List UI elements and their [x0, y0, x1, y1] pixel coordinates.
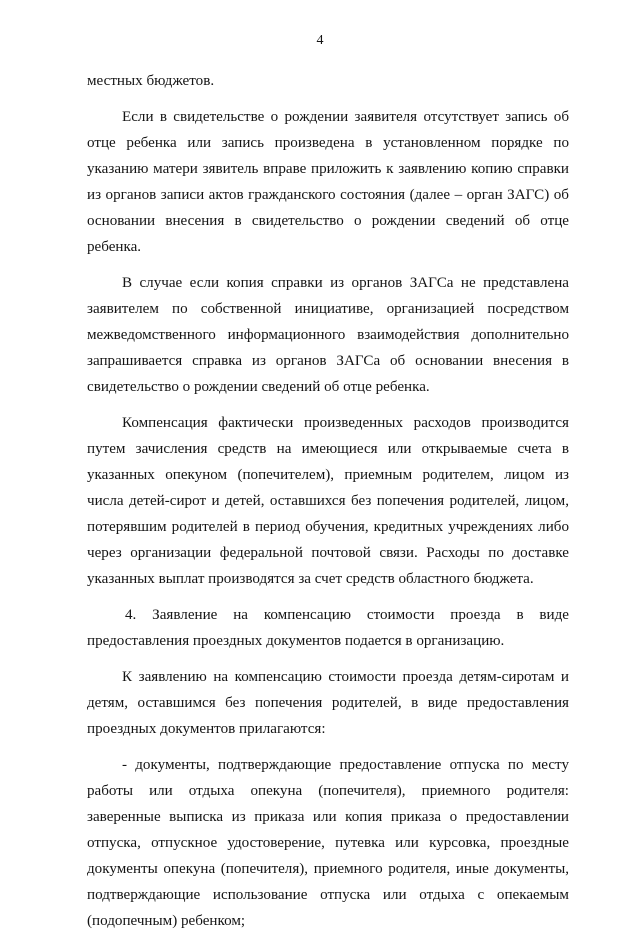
page-number: 4 [316, 33, 324, 48]
paragraph-attachments-intro: К заявлению на компенсацию стоимости проезда детям-сиротам и детям, оставшимся без попечения родителей, в виде предоставления проездных документов прилагаются: [87, 669, 569, 737]
paragraph-interagency-request: В случае если копия справки из органов ЗАГСа не представлена заявителем по собственной инициативе, организацией посредством межведомственного информационного взаимодействия дополнительно запрашивается справка из органов ЗАГСа об основании внесения в свидетельство о рождении сведений об отце ребенка. [87, 275, 569, 395]
document-body [87, 68, 569, 934]
paragraph-item-4: 4. Заявление на компенсацию стоимости проезда в виде предоставления проездных документов подается в организацию. [87, 607, 569, 649]
paragraph-continuation: местных бюджетов. [87, 73, 215, 89]
paragraph-compensation-payment: Компенсация фактически произведенных расходов производится путем зачисления средств на имеющиеся или открываемые счета в указанных опекуном (попечителем), приемным родителем, лицом из числа детей-сирот и детей, оставшихся без попечения родителей, лицом, потерявшим родителей в период обучения, кредитных учреждениях либо через организации федеральной почтовой связи. Расходы по доставке указанных выплат производятся за счет средств областного бюджета. [87, 415, 569, 587]
list-item-documents: - документы, подтверждающие предоставление отпуска по месту работы или отдыха опекуна (попечителя), приемного родителя: заверенные выписка из приказа или копия приказа о предоставлении отпуска, отпускное удостоверение, путевка или курсовка, проездные документы опекуна (попечителя), приемного родителя, иные документы, подтверждающие использование отпуска или отдыха с опекаемым (подопечным) ребенком; [87, 757, 569, 929]
paragraph-zags-certificate: Если в свидетельстве о рождении заявителя отсутствует запись об отце ребенка или запись произведена в установленном порядке по указанию матери зявитель вправе приложить к заявлению копию справки из органов записи актов гражданского состояния (далее – орган ЗАГС) об основании внесения в свидетельство о рождении сведений об отце ребенка. [87, 109, 569, 255]
